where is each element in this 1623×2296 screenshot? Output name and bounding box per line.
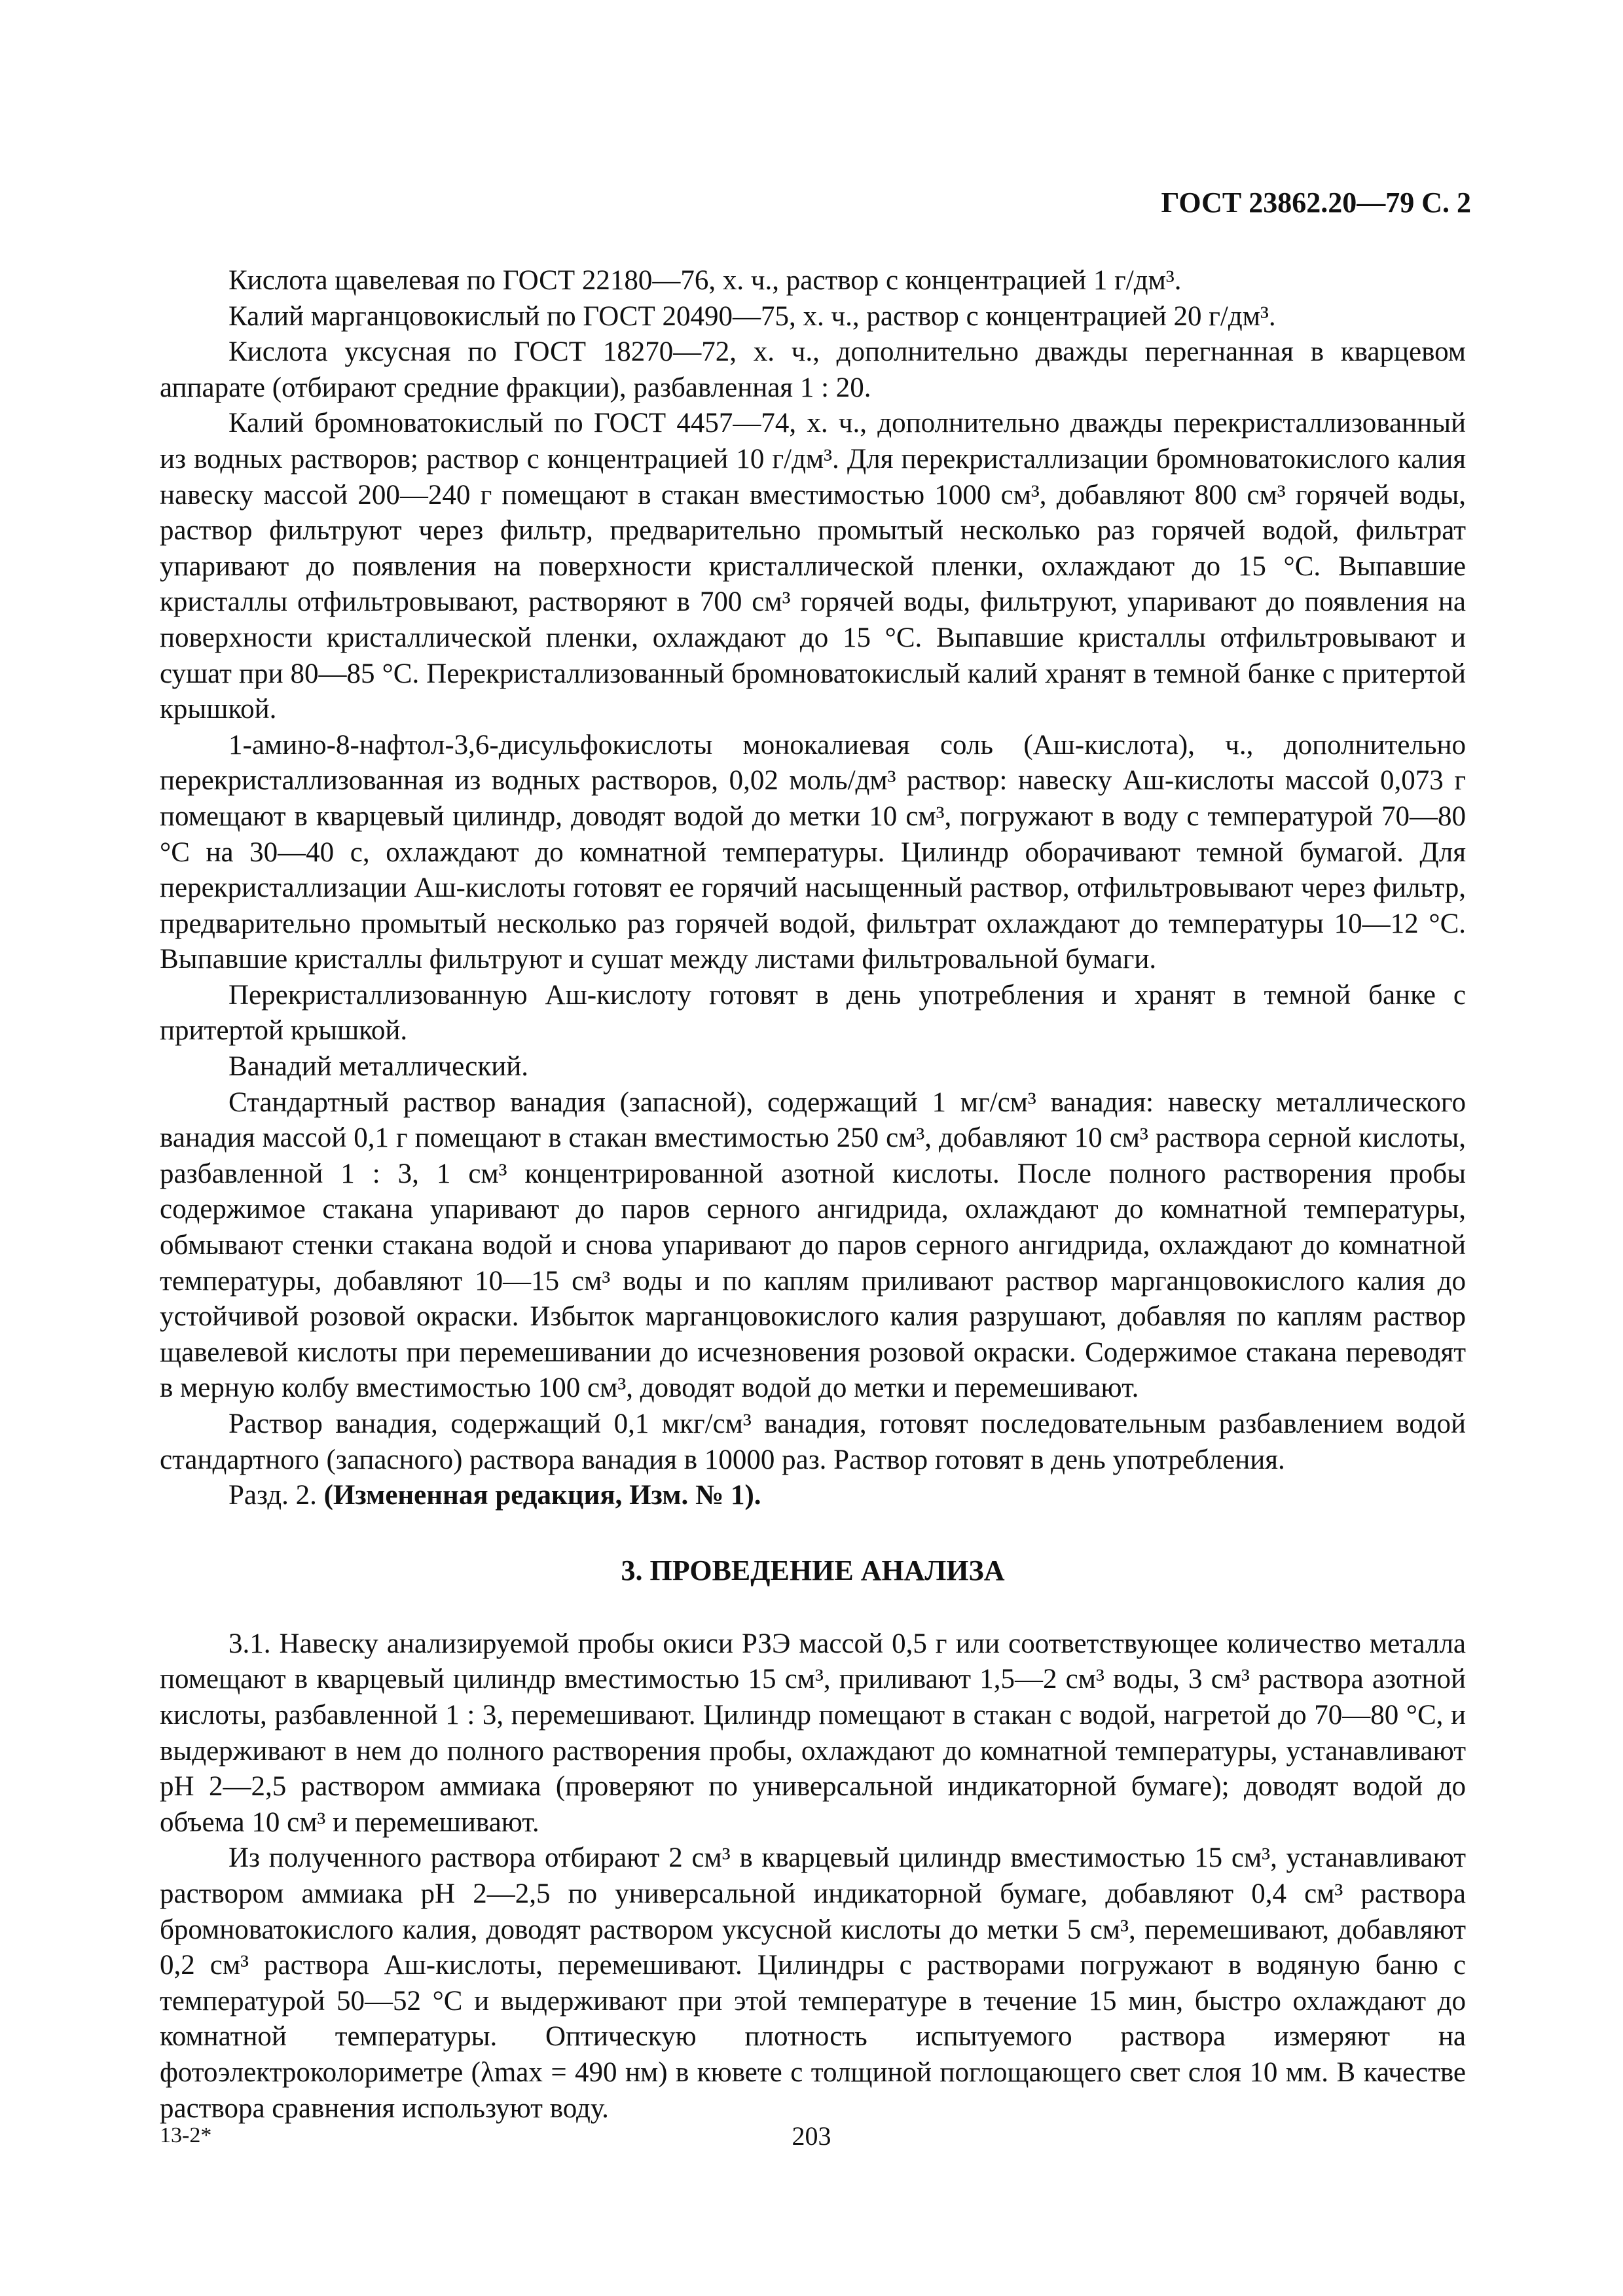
document-body — [160, 263, 1466, 2126]
paragraph-analysis-3-1: 3.1. Навеску анализируемой пробы окиси РЗЭ массой 0,5 г или соответствующее количество металла помещают в кварцевый цилиндр вместимостью 15 см³, приливают 1,5—2 см³ воды, 3 см³ раствора азотной кислоты, разбавленной 1 : 3, перемешивают. Цилиндр помещают в стакан с водой, нагретой до 70—80 °С, и выдерживают в нем до полного растворения пробы, охлаждают до комнатной температуры, устанавливают рН 2—2,5 раствором аммиака (проверяют по универсальной индикаторной бумаге); доводят водой до объема 10 см³ и перемешивают. — [160, 1628, 1466, 1838]
revision-note — [160, 1478, 1466, 1514]
paragraph-ash-acid-storage: Перекристаллизованную Аш-кислоту готовят в день употребления и хранят в темной банке с притертой крышкой. — [160, 979, 1466, 1047]
paragraph-potassium-bromate: Калий бромноватокислый по ГОСТ 4457—74, х. ч., дополнительно дважды перекристаллизованный из водных растворов; раствор с концентрацией 10 г/дм³. Для перекристаллизации бромноватокислого калия навеску массой 200—240 г помещают в стакан вместимостью 1000 см³, добавляют 800 см³ горячей воды, раствор фильтруют через фильтр, предварительно промытый несколько раз горячей водой, фильтрат упаривают до появления на поверхности кристаллической пленки, охлаждают до 15 °С. Выпавшие кристаллы отфильтровывают, растворяют в 700 см³ горячей воды, фильтруют, упаривают до появления на поверхности кристаллической пленки, охлаждают до 15 °С. Выпавшие кристаллы отфильтровывают и сушат при 80—85 °С. Перекристаллизованный бромноватокислый калий хранят в темной банке с притертой крышкой. — [160, 408, 1466, 725]
paragraph-oxalic-acid: Кислота щавелевая по ГОСТ 22180—76, х. ч., раствор с концентрацией 1 г/дм³. — [228, 265, 1182, 296]
revision-bold: (Измененная редакция, Изм. № 1). — [323, 1480, 761, 1511]
paragraph-analysis-measure: Из полученного раствора отбирают 2 см³ в кварцевый цилиндр вместимостью 15 см³, устанавливают раствором аммиака рН 2—2,5 по универсальной индикаторной бумаге, добавляют 0,4 см³ раствора бромноватокислого калия, доводят раствором уксусной кислоты до метки 5 см³, перемешивают, добавляют 0,2 см³ раствора Аш-кислоты, перемешивают. Цилиндры с растворами погружают в водяную баню с температурой 50—52 °С и выдерживают при этой температуре в течение 15 мин, быстро охлаждают до комнатной температуры. Оптическую плотность испытуемого раствора измеряют на фотоэлектроколориметре (λmax = 490 нм) в кювете с толщиной поглощающего свет слоя 10 мм. В качестве раствора сравнения используют воду. — [160, 1842, 1466, 2124]
paragraph-vanadium-dilute: Раствор ванадия, содержащий 0,1 мкг/см³ ванадия, готовят последовательным разбавлением водой стандартного (запасного) раствора ванадия в 10000 раз. Раствор готовят в день употребления. — [160, 1408, 1466, 1475]
revision-prefix: Разд. 2. — [228, 1480, 324, 1511]
footer-code: 13-2* — [160, 2123, 212, 2147]
section-title: 3. ПРОВЕДЕНИЕ АНАЛИЗА — [621, 1554, 1005, 1587]
page-number: 203 — [792, 2121, 831, 2151]
paragraph-ash-acid: 1-амино-8-нафтол-3,6-дисульфокислоты монокалиевая соль (Аш-кислота), ч., дополнительно перекристаллизованная из водных растворов, 0,02 моль/дм³ раствор: навеску Аш-кислоты массой 0,073 г помещают в кварцевый цилиндр, доводят водой до метки 10 см³, погружают в воду с температурой 70—80 °С на 30—40 с, охлаждают до комнатной температуры. Цилиндр оборачивают темной бумагой. Для перекристаллизации Аш-кислоты готовят ее горячий насыщенный раствор, отфильтровывают через фильтр, предварительно промытый несколько раз горячей водой, фильтрат охлаждают до температуры 10—12 °С. Выпавшие кристаллы фильтруют и сушат между листами фильтровальной бумаги. — [160, 729, 1466, 975]
paragraph-acetic-acid: Кислота уксусная по ГОСТ 18270—72, х. ч., дополнительно дважды перегнанная в кварцевом аппарате (отбирают средние фракции), разбавленная 1 : 20. — [160, 336, 1466, 403]
paragraph-potassium-permanganate: Калий марганцовокислый по ГОСТ 20490—75, х. ч., раствор с концентрацией 20 г/дм³. — [228, 300, 1276, 332]
page-header: ГОСТ 23862.20—79 С. 2 — [1161, 187, 1471, 219]
paragraph-vanadium-metal: Ванадий металлический. — [228, 1051, 529, 1083]
paragraph-vanadium-standard: Стандартный раствор ванадия (запасной), содержащий 1 мг/см³ ванадия: навеску металлического ванадия массой 0,1 г помещают в стакан вместимостью 250 см³, добавляют 10 см³ раствора серной кислоты, разбавленной 1 : 3, 1 см³ концентрированной азотной кислоты. После полного растворения пробы содержимое стакана упаривают до паров серного ангидрида, охлаждают до комнатной температуры, обмывают стенки стакана водой и снова упаривают до паров серного ангидрида, охлаждают до комнатной температуры, добавляют 10—15 см³ воды и по каплям приливают раствор марганцовокислого калия до устойчивой розовой окраски. Избыток марганцовокислого калия разрушают, добавляя по каплям раствор щавелевой кислоты при перемешивании до исчезновения розовой окраски. Содержимое стакана переводят в мерную колбу вместимостью 100 см³, доводят водой до метки и перемешивают. — [160, 1086, 1466, 1404]
